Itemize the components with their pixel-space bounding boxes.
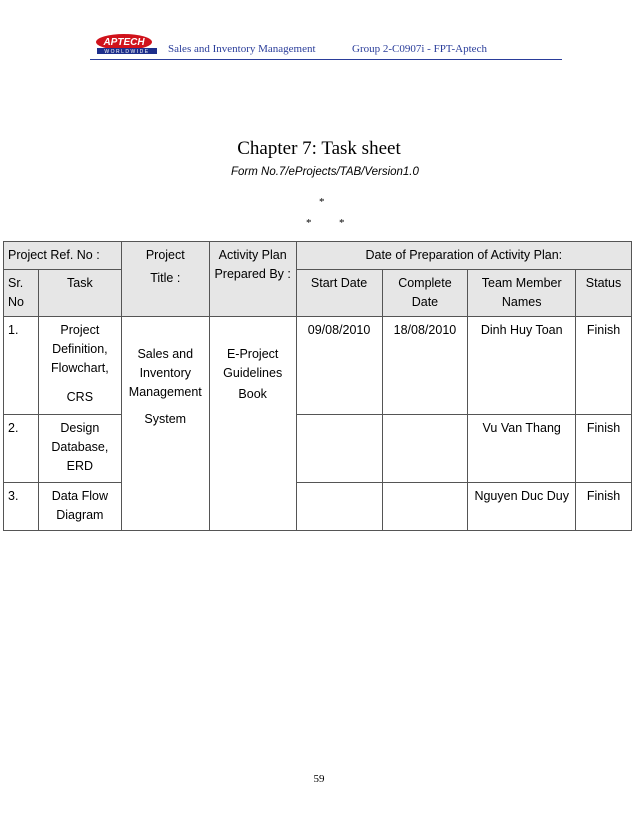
star-mark: * [319,196,325,208]
col-status-header: Status [576,270,632,317]
project-ref-label: Project Ref. No : [4,242,122,270]
row-sr: 1. [4,317,39,415]
header-title: Sales and Inventory Management [168,43,316,55]
col-sr-header: Sr. No [4,270,39,317]
row-status: Finish [576,415,632,483]
row-team-member: Vu Van Thang [468,415,576,483]
svg-text:WORLDWIDE: WORLDWIDE [104,49,150,55]
col-complete-header: Complete Date [382,270,468,317]
project-title-label [121,242,209,317]
row-task: Data Flow Diagram [38,483,121,531]
row-start-date [296,483,382,531]
project-title-value: Sales and Inventory Management [128,347,202,399]
row-status: Finish [576,317,632,415]
form-number: Form No.7/eProjects/TAB/Version1.0 [231,166,419,178]
col-start-header: Start Date [296,270,382,317]
row-status: Finish [576,483,632,531]
col-member-header: Team Member Names [468,270,576,317]
row-task-text: CRS [66,390,94,404]
project-title-cell [121,317,209,531]
row-start-date [296,415,382,483]
row-task [38,317,121,415]
row-sr: 3. [4,483,39,531]
project-title-value: System [144,412,187,426]
table-header-row [4,242,632,270]
row-complete-date [382,415,468,483]
page-number: 59 [313,773,325,785]
col-task-header: Task [38,270,121,317]
svg-text:APTECH: APTECH [103,37,145,48]
prepared-by-value: E-Project Guidelines [223,347,283,380]
star-mark: * [306,217,312,229]
date-preparation-label: Date of Preparation of Activity Plan: [296,242,631,270]
row-sr: 2. [4,415,39,483]
aptech-logo [94,32,160,56]
table-row [4,317,632,415]
chapter-heading: Chapter 7: Task sheet [237,138,401,159]
header-rule [90,59,562,60]
activity-plan-label: Activity Plan Prepared By : [209,242,296,317]
row-task: Design Database, ERD [38,415,121,483]
table-row [4,415,632,483]
header-group: Group 2-C0907i - FPT-Aptech [352,43,487,55]
task-sheet-table [3,241,632,531]
prepared-by-value: Book [238,387,267,401]
chapter-title [0,138,638,160]
row-team-member: Dinh Huy Toan [468,317,576,415]
row-task-text: Project Definition, Flowchart, [51,323,109,375]
row-complete-date [382,483,468,531]
page-header [90,30,560,60]
prepared-by-cell [209,317,296,531]
project-title-label-line: Title : [150,271,181,285]
row-team-member: Nguyen Duc Duy [468,483,576,531]
project-title-label-line: Project [145,248,185,262]
table-row [4,483,632,531]
row-complete-date: 18/08/2010 [382,317,468,415]
table-column-row [4,270,632,317]
row-start-date: 09/08/2010 [296,317,382,415]
star-mark: * [339,217,345,229]
